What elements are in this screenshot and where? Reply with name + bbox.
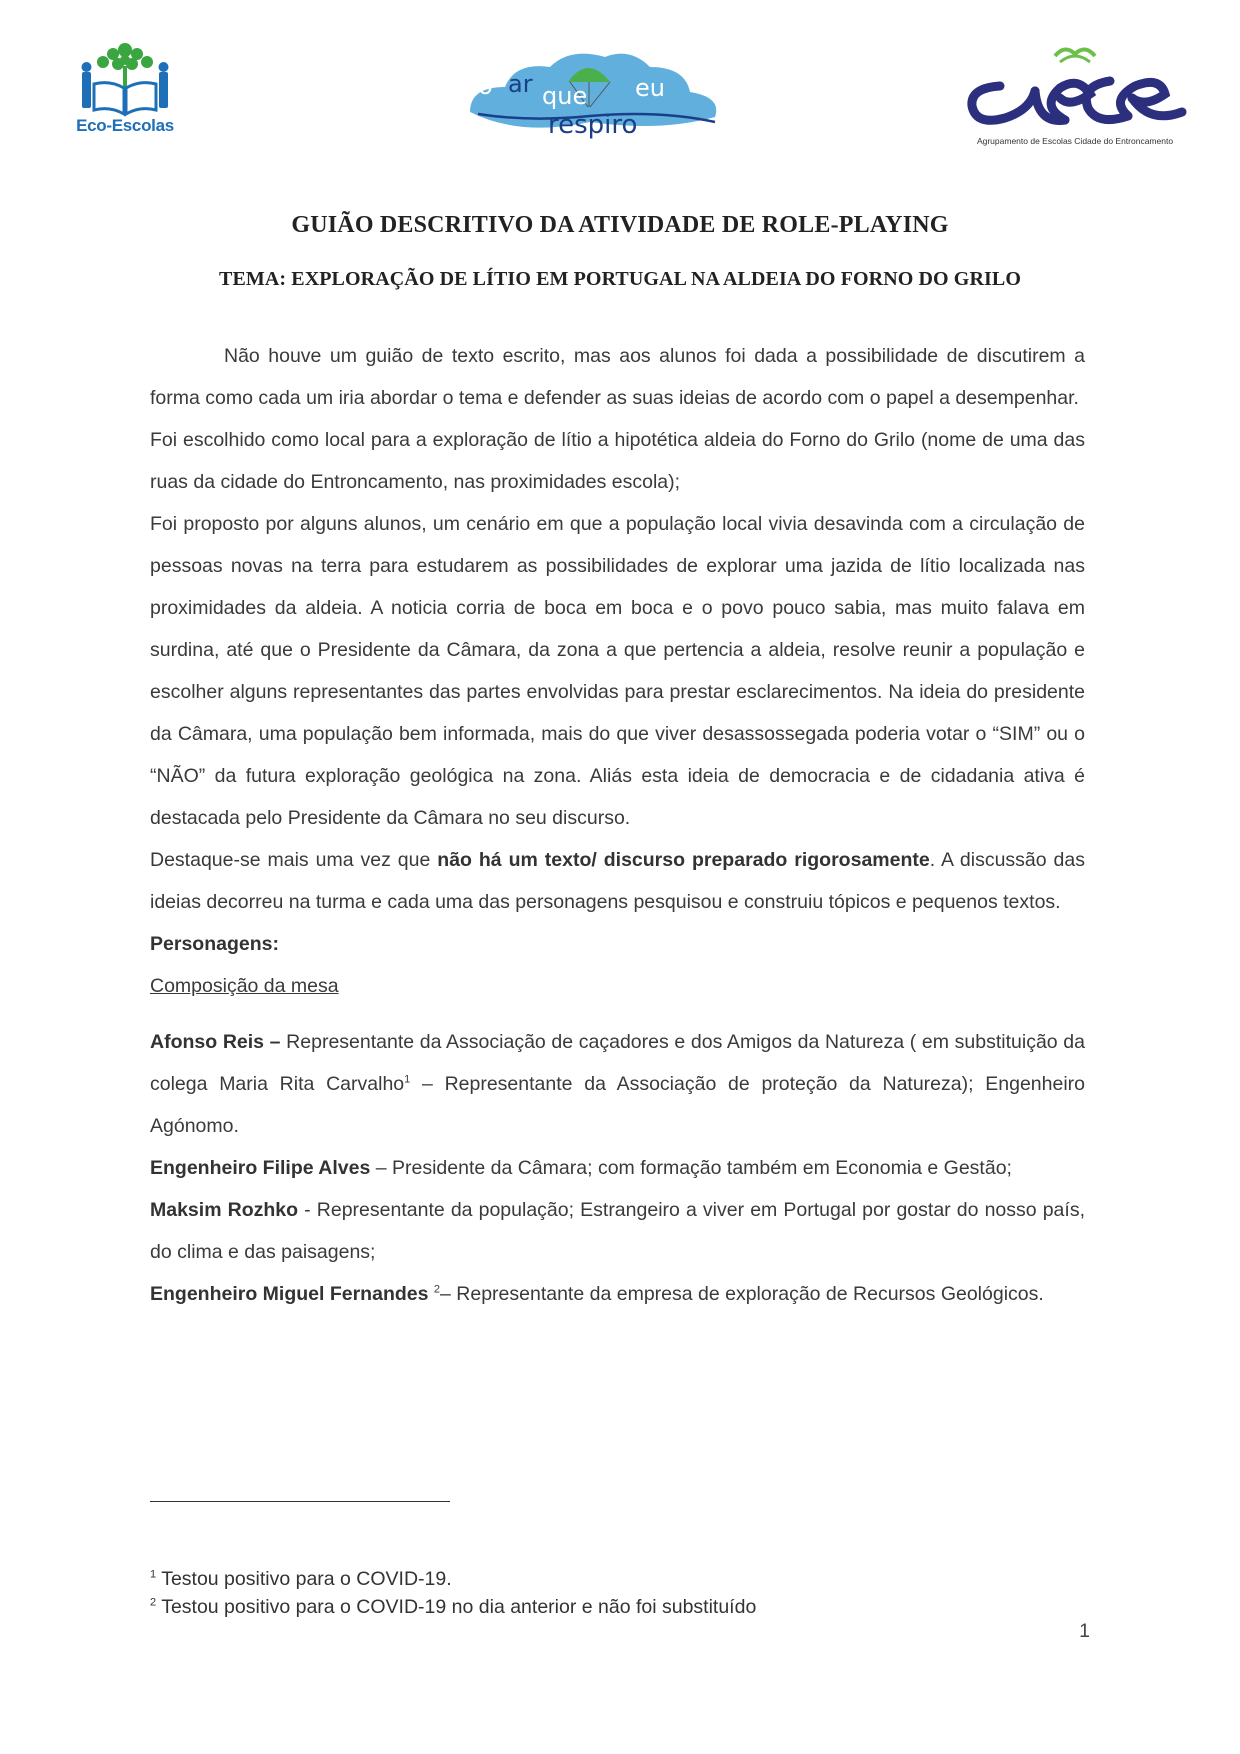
character-afonso	[150, 1021, 1085, 1147]
footnote-separator	[150, 1501, 450, 1502]
paragraph-intro: Não houve um guião de texto escrito, mas aos alunos foi dada a possibilidade de discutirem a forma como cada um iria abordar o tema e defender as suas ideias de acordo com o papel a desempenhar.	[150, 345, 1085, 409]
aece-logo	[960, 36, 1190, 151]
document-subtitle: TEMA: EXPLORAÇÃO DE LÍTIO EM PORTUGAL NA ALDEIA DO FORNO DO GRILO	[219, 268, 1021, 290]
aece-caption: Agrupamento de Escolas Cidade do Entroncamento	[976, 136, 1174, 146]
personagens-heading: Personagens:	[150, 933, 279, 955]
character-miguel	[150, 1273, 1085, 1315]
footnote-1-mark: 1	[150, 1568, 157, 1581]
paragraph-location: Foi escolhido como local para a exploração de lítio a hipotética aldeia do Forno do Grilo (nome de uma das ruas da cidade do Entroncamento, nas proximidades escola);	[150, 429, 1085, 493]
character-filipe-text: – Presidente da Câmara; com formação também em Economia e Gestão;	[370, 1157, 1012, 1179]
character-maksim-text: - Representante da população; Estrangeiro a viver em Portugal por gostar do nosso país, do clima e das paisagens;	[150, 1199, 1085, 1263]
character-miguel-text: – Representante da empresa de exploração de Recursos Geológicos.	[440, 1283, 1044, 1305]
character-maksim-name: Maksim Rozhko	[150, 1199, 299, 1221]
tree-book-icon	[70, 40, 180, 120]
document-title: GUIÃO DESCRITIVO DA ATIVIDADE DE ROLE-PLAYING	[291, 212, 949, 238]
footnote-ref-1: 1	[404, 1073, 411, 1086]
logo-word-o: o	[478, 72, 493, 100]
note-text-before: Destaque-se mais uma vez que	[150, 849, 438, 871]
footnote-2-mark: 2	[150, 1596, 157, 1609]
paragraph-scenario: Foi proposto por alguns alunos, um cenário em que a população local vivia desavinda com a circulação de pessoas novas na terra para estudarem as possibilidades de explorar uma jazida de lítio localizada nas proximidades da aldeia. A noticia corria de boca em boca e o povo pouco sabia, mas muito falava em surdina, até que o Presidente da Câmara, da zona a que pertencia a aldeia, resolve reunir a população e escolher alguns representantes das partes envolvidas para prestar esclarecimentos. Na ideia do presidente da Câmara, uma população bem informada, mais do que viver desassossegada poderia votar o “SIM” ou o “NÃO” da futura exploração geológica na zona. Aliás esta ideia de democracia e de cidadania ativa é destacada pelo Presidente da Câmara no seu discurso.	[150, 513, 1085, 829]
character-afonso-name: Afonso Reis –	[150, 1031, 281, 1053]
paragraph-note	[150, 839, 1085, 923]
note-emphasis: não há um texto/ discurso preparado rigorosamente	[437, 849, 930, 871]
logo-word-ar: ar	[508, 70, 533, 98]
logo-word-que: que	[542, 82, 588, 110]
logo-word-eu: eu	[635, 74, 665, 102]
character-maksim	[150, 1189, 1085, 1273]
footnote-1-text: Testou positivo para o COVID-19.	[156, 1568, 452, 1590]
note-text-after: . A discussão das ideias decorreu na turma e cada uma das personagens pesquisou e construiu tópicos e pequenos textos.	[150, 849, 1085, 913]
character-miguel-name: Engenheiro Miguel Fernandes	[150, 1283, 429, 1305]
character-filipe	[150, 1147, 1085, 1189]
footnote-1	[150, 1565, 1085, 1593]
o-ar-que-eu-respiro-logo	[460, 42, 730, 147]
footnotes	[150, 1565, 1085, 1621]
character-filipe-name: Engenheiro Filipe Alves	[150, 1157, 371, 1179]
footnote-2-text: Testou positivo para o COVID-19 no dia anterior e não foi substituído	[156, 1596, 757, 1618]
document-body	[150, 335, 1085, 1315]
eco-escolas-text: Eco-Escolas	[76, 116, 174, 135]
footnote-2	[150, 1593, 1085, 1621]
page-number: 1	[1079, 1620, 1090, 1642]
composicao-mesa-heading: Composição da mesa	[150, 975, 339, 997]
character-afonso-text-a: Representante da Associação de caçadores e dos Amigos da Natureza ( em substituição da colega Maria Rita Carvalho	[150, 1031, 1085, 1095]
logo-word-respiro: respiro	[548, 110, 638, 140]
character-afonso-text-b: – Representante da Associação de proteção da Natureza); Engenheiro Agónomo.	[150, 1073, 1085, 1137]
aece-mark-icon	[960, 36, 1190, 136]
eco-escolas-logo	[70, 40, 180, 145]
footnote-ref-2: 2	[433, 1283, 441, 1296]
